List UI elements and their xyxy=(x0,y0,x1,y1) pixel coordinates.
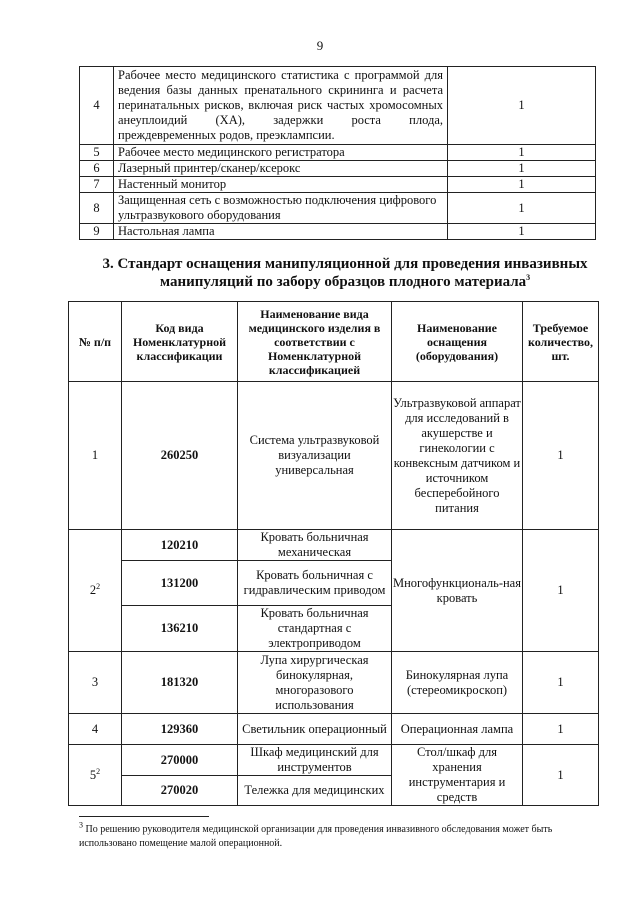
page-number: 9 xyxy=(316,38,324,53)
table-row xyxy=(80,193,596,224)
table-row xyxy=(80,177,596,193)
section-title-text: 3. Стандарт оснащения манипуляционной для проведения инвазивных манипуляций по забору образцов плодного материала xyxy=(102,256,588,290)
item-code: 181320 xyxy=(122,652,238,714)
header-row xyxy=(69,302,599,382)
table-row xyxy=(69,382,599,530)
row-number-text: 5 xyxy=(89,767,97,782)
row-number: 6 xyxy=(80,161,114,177)
item-name: Кровать больничная с гидравлическим приводом xyxy=(238,561,392,606)
table-row xyxy=(69,714,599,745)
row-number: 5 xyxy=(80,145,114,161)
item-name: Лупа хирургическая бинокулярная, многоразового использования xyxy=(238,652,392,714)
row-number xyxy=(69,530,122,652)
footnote xyxy=(79,820,599,851)
header-equipment: Наименование оснащения (оборудования) xyxy=(392,302,523,382)
table-row xyxy=(69,530,599,561)
item-code: 131200 xyxy=(122,561,238,606)
item-code: 129360 xyxy=(122,714,238,745)
item-quantity: 1 xyxy=(448,224,596,240)
item-name: Рабочее место медицинского регистратора xyxy=(114,145,448,161)
equipment-name: Бинокулярная лупа (стереомикроскоп) xyxy=(392,652,523,714)
item-quantity: 1 xyxy=(448,67,596,145)
item-name: Защищенная сеть с возможностью подключения цифрового ультразвукового оборудования xyxy=(114,193,448,224)
row-number-text: 2 xyxy=(89,583,97,597)
row-number xyxy=(69,745,122,806)
table-row xyxy=(69,745,599,776)
table-row xyxy=(80,224,596,240)
footnote-ref: 2 xyxy=(96,766,101,776)
footnote-ref: 3 xyxy=(526,273,531,282)
item-quantity: 1 xyxy=(523,382,599,530)
row-number: 4 xyxy=(80,67,114,145)
header-code: Код вида Номенклатурной классификации xyxy=(122,302,238,382)
item-quantity: 1 xyxy=(523,745,599,806)
equipment-name: Стол/шкаф для хранения инструментария и средств xyxy=(392,745,523,806)
footnote-divider xyxy=(79,816,209,817)
item-code: 270020 xyxy=(122,776,238,806)
item-quantity: 1 xyxy=(448,177,596,193)
item-name: Рабочее место медицинского статистика с программой для ведения базы данных пренатального скрининга и расчета перинатальных рисков, включая риск частых хромосомных анеуплоидий (ХА), задержки роста плода, преждевременных родов, преэклампсии. xyxy=(114,67,448,145)
item-name: Светильник операционный xyxy=(238,714,392,745)
header-name: Наименование вида медицинского изделия в соответствии с Номенклатурной классификацией xyxy=(238,302,392,382)
item-name: Кровать больничная механическая xyxy=(238,530,392,561)
item-quantity: 1 xyxy=(523,714,599,745)
item-quantity: 1 xyxy=(448,145,596,161)
equipment-name: Операционная лампа xyxy=(392,714,523,745)
item-name: Тележка для медицинских xyxy=(238,776,392,806)
section-title xyxy=(100,255,590,291)
item-name: Шкаф медицинский для инструментов xyxy=(238,745,392,776)
footnote-marker: 3 xyxy=(79,820,83,830)
footnote-text: По решению руководителя медицинской организации для проведения инвазивного обследования может быть использовано помещение малой операционной. xyxy=(79,824,553,849)
equipment-name: Многофункциональ-ная кровать xyxy=(392,530,523,652)
item-name: Кровать больничная стандартная с электроприводом xyxy=(238,606,392,652)
header-quantity: Требуемое количество, шт. xyxy=(523,302,599,382)
footnote-ref: 2 xyxy=(96,581,101,591)
row-number: 3 xyxy=(69,652,122,714)
table-row xyxy=(69,652,599,714)
item-code: 120210 xyxy=(122,530,238,561)
row-number: 4 xyxy=(69,714,122,745)
item-name: Настенный монитор xyxy=(114,177,448,193)
item-code: 270000 xyxy=(122,745,238,776)
table-row xyxy=(80,145,596,161)
header-num: № п/п xyxy=(69,302,122,382)
equipment-name: Ультразвуковой аппарат для исследований в акушерстве и гинекологии с конвексным датчиком и источником бесперебойного питания xyxy=(392,382,523,530)
item-code: 260250 xyxy=(122,382,238,530)
item-quantity: 1 xyxy=(523,530,599,652)
item-code: 136210 xyxy=(122,606,238,652)
table-row xyxy=(80,67,596,145)
equipment-table-continued xyxy=(79,66,596,240)
item-name: Система ультразвуковой визуализации универсальная xyxy=(238,382,392,530)
item-quantity: 1 xyxy=(448,161,596,177)
row-number: 1 xyxy=(69,382,122,530)
item-quantity: 1 xyxy=(523,652,599,714)
equipment-standard-table xyxy=(68,301,599,806)
row-number: 9 xyxy=(80,224,114,240)
item-name: Лазерный принтер/сканер/ксерокс xyxy=(114,161,448,177)
item-name: Настольная лампа xyxy=(114,224,448,240)
table-row xyxy=(80,161,596,177)
row-number: 8 xyxy=(80,193,114,224)
item-quantity: 1 xyxy=(448,193,596,224)
row-number: 7 xyxy=(80,177,114,193)
